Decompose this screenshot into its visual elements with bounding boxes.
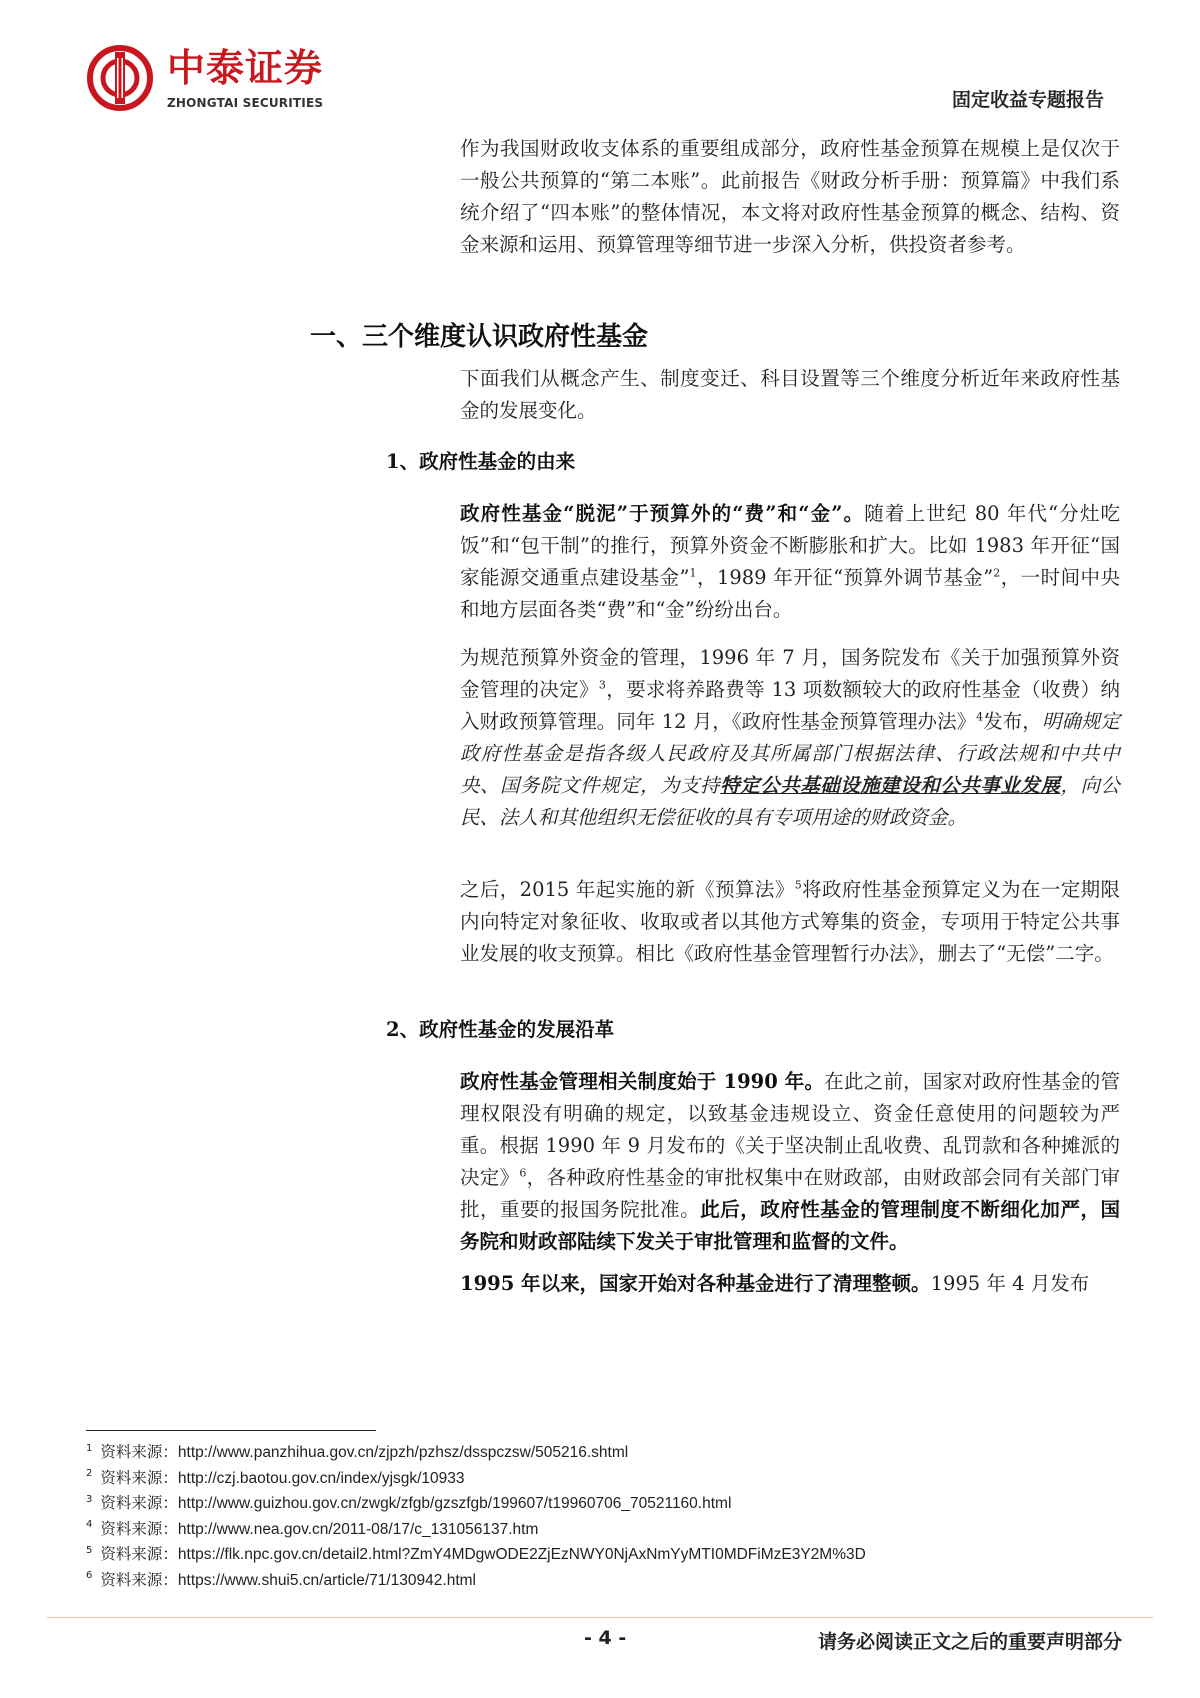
footnote-item: $^6$ 资料来源：https://www.shui5.cn/article/71/130942.html [86,1570,476,1589]
footnote-item: $^4$ 资料来源：http://www.nea.gov.cn/2011-08/17/c_131056137.htm [86,1519,539,1538]
intro-paragraph: 作为我国财政收支体系的重要组成部分，政府性基金预算在规模上是仅次于一般公共预算的“第二本账”。此前报告《财政分析手册：预算篇》中我们系统介绍了“四本账”的整体情况，本文将对政府性基金预算的概念、结构、资金来源和运用、预算管理等细节进一步深入分析，供投资者参考。 [460,137,1120,256]
footnote-item: $^1$ 资料来源：http://www.panzhihua.gov.cn/zjpzh/pzhsz/dsspczsw/505216.shtml [86,1442,629,1461]
footer-divider [47,1617,1153,1618]
page-number: - 4 - [584,1627,627,1649]
footnote-item: $^3$ 资料来源：http://www.guizhou.gov.cn/zwgk/zfgb/gzszfgb/199607/t19960706_70521160.html [86,1493,732,1512]
footer-disclaimer: 请务必阅读正文之后的重要声明部分 [817,1631,1122,1653]
history-p1-lead: 政府性基金管理相关制度始于 1990 年。 [460,1070,825,1093]
subsection-title-history: 2、政府性基金的发展沿革 [386,1018,615,1041]
footnote-ref-3[interactable]: 3 [598,678,606,692]
brand-name-cn: 中泰证券 [167,46,324,90]
zhongtai-logo-icon [86,44,154,112]
origin-paragraph-2: 为规范预算外资金的管理，1996 年 7 月，国务院发布《关于加强预算外资金管理的决定》$^3$，要求将养路费等 13 项数额较大的政府性基金（收费）纳入财政预算管理。同年 12 月，《政府性基金预算管理办法》$^4$发布，明确规定政府性基金是指各级人民政府及其所属部门根据法律、行政法规和中共中央、国务院文件规定，为支持特定公共基础设施建设和公共事业发展，向公民、法人和其他组织无偿征收的具有专项用途的财政资金。 [460,646,1120,829]
footnote-divider [86,1430,376,1431]
footnotes [86,1440,1166,1593]
origin-p1-lead: 政府性基金“脱泥”于预算外的“费”和“金”。 [460,502,865,525]
footnote-link[interactable]: http://www.nea.gov.cn/2011-08/17/c_131056137.htm [177,1520,539,1538]
section-title: 一、三个维度认识政府性基金 [310,322,649,352]
footnote-link[interactable]: http://czj.baotou.gov.cn/index/yjsgk/10933 [177,1469,465,1487]
footnote-item: $^5$ 资料来源：https://flk.npc.gov.cn/detail2.html?ZmY4MDgwODE2ZjEzNWY0NjAxNmYyMTI0MDFiMzE3Y2M%3D [86,1544,866,1563]
footnote-link[interactable]: https://www.shui5.cn/article/71/130942.html [177,1571,476,1589]
footnote-item: $^2$ 资料来源：http://czj.baotou.gov.cn/index/yjsgk/10933 [86,1468,465,1487]
history-p2-lead: 1995 年以来，国家开始对各种基金进行了清理整顿。 [460,1272,931,1295]
definition-text: 明确规定政府性基金是指各级人民政府及其所属部门根据法律、行政法规和中共中央、国务院文件规定，为支持 [460,710,1120,797]
origin-paragraph-3: 之后，2015 年起实施的新《预算法》$^5$将政府性基金预算定义为在一定期限内向特定对象征收、收取或者以其他方式筹集的资金，专项用于特定公共事业发展的收支预算。相比《政府性基金管理暂行办法》，删去了“无偿”二字。 [460,878,1120,965]
footnote-ref-2[interactable]: 2 [993,566,1001,580]
footnote-link[interactable]: https://flk.npc.gov.cn/detail2.html?ZmY4MDgwODE2ZjEzNWY0NjAxNmYyMTI0MDFiMzE3Y2M%3D [177,1546,866,1563]
footnote-ref-5[interactable]: 5 [794,878,802,892]
page-header [0,0,1200,130]
section-intro-paragraph: 下面我们从概念产生、制度变迁、科目设置等三个维度分析近年来政府性基金的发展变化。 [460,367,1120,422]
history-paragraph-2: 1995 年以来，国家开始对各种基金进行了清理整顿。1995 年 4 月发布 [460,1272,1090,1295]
history-paragraph-1: 政府性基金管理相关制度始于 1990 年。在此之前，国家对政府性基金的管理权限没有明确的规定，以致基金违规设立、资金任意使用的问题较为严重。根据 1990 年 9 月发布的《关于坚决制止乱收费、乱罚款和各种摊派的决定》$^6$，各种政府性基金的审批权集中在财政部，由财政部会同有关部门审批，重要的报国务院批准。此后，政府性基金的管理制度不断细化加严，国务院和财政部陆续下发关于审批管理和监督的文件。 [460,1070,1120,1253]
footnote-link[interactable]: http://www.panzhihua.gov.cn/zjpzh/pzhsz/dsspczsw/505216.shtml [177,1444,629,1461]
report-type: 固定收益专题报告 [951,89,1104,111]
definition-emphasis: 特定公共基础设施建设和公共事业发展 [720,774,1061,797]
origin-paragraph-1: 政府性基金“脱泥”于预算外的“费”和“金”。随着上世纪 80 年代“分灶吃饭”和“包干制”的推行，预算外资金不断膨胀和扩大。比如 1983 年开征“国家能源交通重点建设基金”$^1$，1989 年开征“预算外调节基金”$^2$，一时间中央和地方层面各类“费”和“金”纷纷出台。 [460,502,1120,621]
subsection-title-origin: 1、政府性基金的由来 [386,450,576,473]
footnote-link[interactable]: http://www.guizhou.gov.cn/zwgk/zfgb/gzszfgb/199607/t19960706_70521160.html [177,1495,732,1512]
footnote-ref-4[interactable]: 4 [976,710,984,724]
footnote-ref-6[interactable]: 6 [519,1166,527,1180]
history-p1-emphasis: 此后，政府性基金的管理制度不断细化加严，国务院和财政部陆续下发关于审批管理和监督的文件。 [460,1198,1120,1253]
footnote-ref-1[interactable]: 1 [689,566,697,580]
brand-name-en: ZHONGTAI SECURITIES [167,96,324,110]
